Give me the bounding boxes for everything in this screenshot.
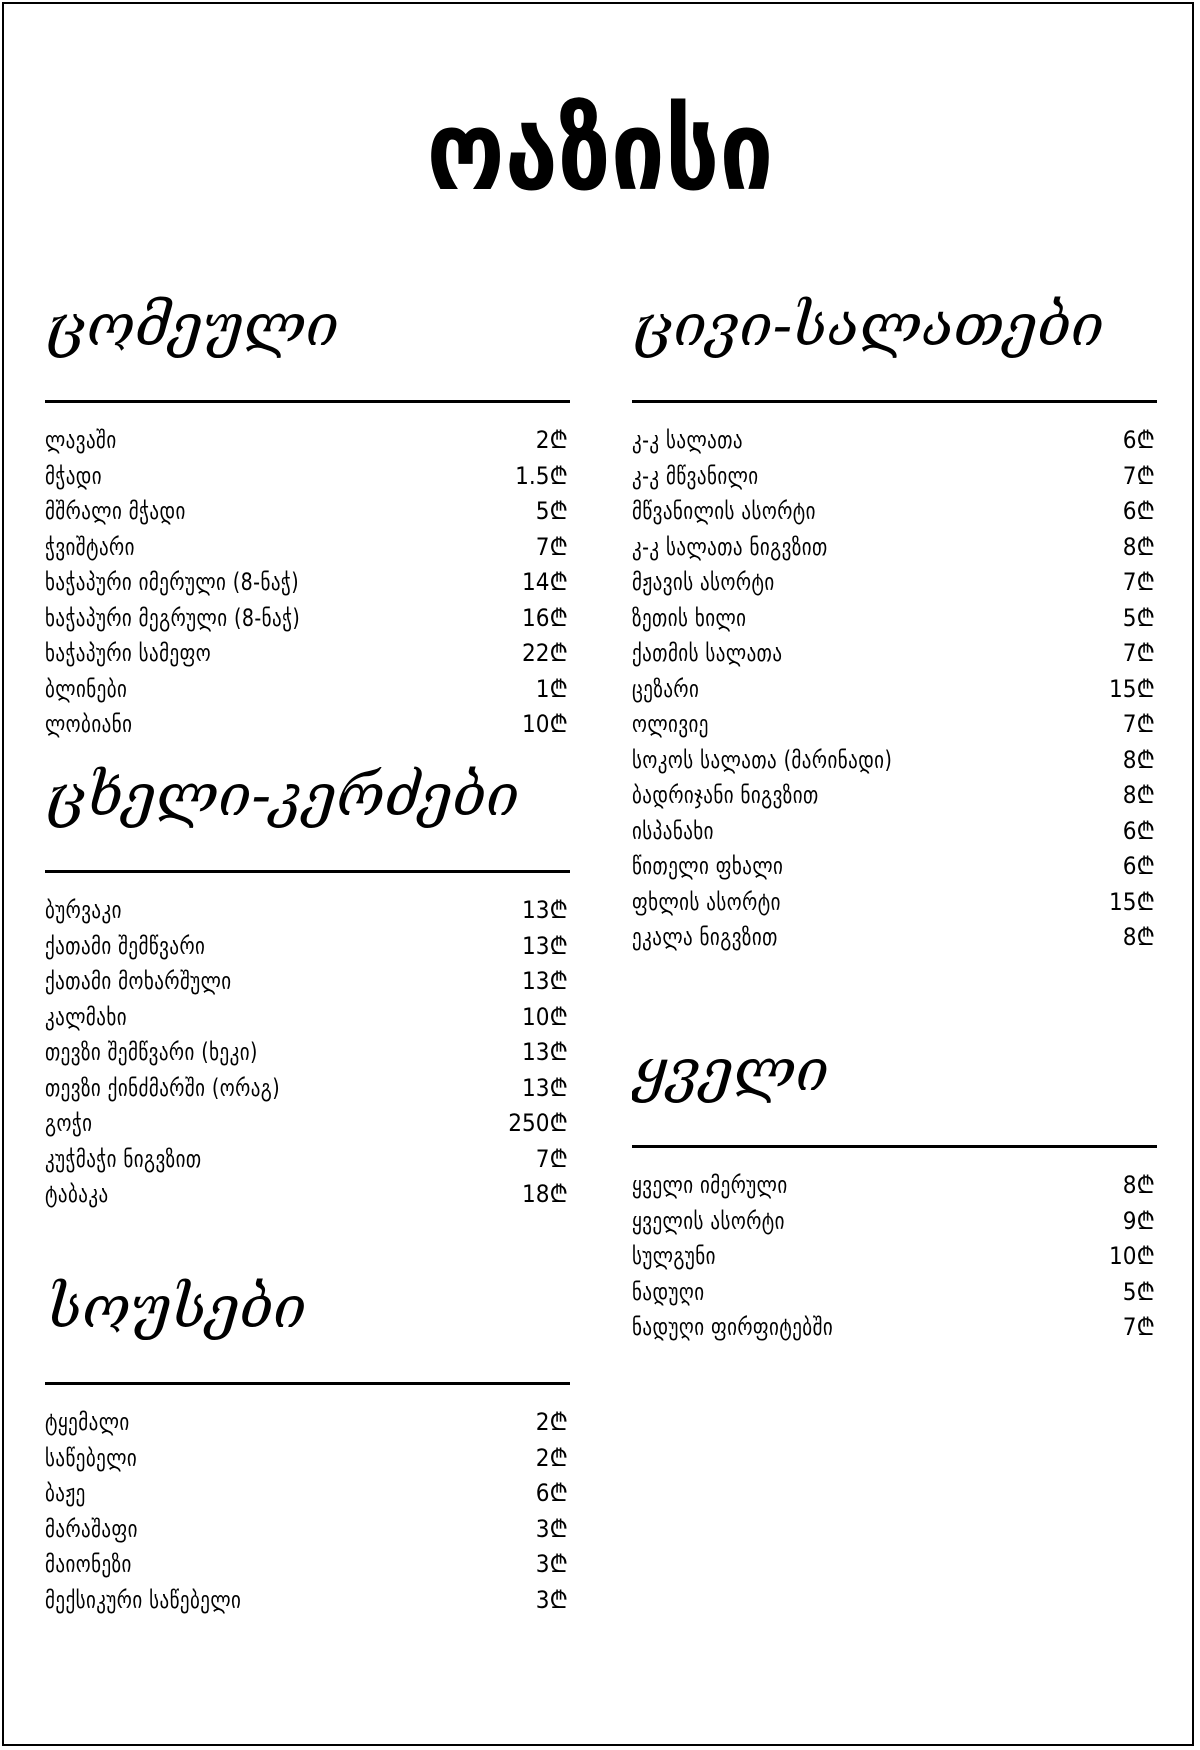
item-price: 15₾ [1109, 887, 1155, 916]
menu-item [632, 601, 1157, 637]
item-name: ხაჭაპური იმერული (8-ნაჭ) [45, 568, 300, 596]
right-column [632, 290, 1157, 1346]
menu-item [632, 1239, 1157, 1275]
item-name: ბადრიჯანი ნიგვზით [632, 781, 819, 809]
item-name: ჭვიშტარი [45, 532, 135, 561]
item-name: მწვანილის ასორტი [632, 497, 816, 525]
item-price: 6₾ [1122, 816, 1155, 845]
menu-item [45, 929, 570, 965]
section-heading: ცივი-სალათები [634, 291, 1105, 359]
item-price: 8₾ [1122, 1171, 1155, 1199]
item-price: 8₾ [1122, 745, 1155, 774]
item-name: ნადუღი [632, 1277, 705, 1306]
item-name: მექსიკური საწებელი [45, 1585, 242, 1614]
item-price: 7₾ [1122, 1313, 1155, 1341]
section-divider [632, 1145, 1157, 1148]
menu-item [632, 672, 1157, 708]
item-price: 3₾ [535, 1585, 568, 1614]
menu-item [632, 920, 1157, 956]
item-name: ოლივიე [632, 710, 709, 738]
menu-item [45, 636, 570, 672]
item-name: სულგუნი [632, 1242, 716, 1270]
item-name: ნადუღი ფირფიტებში [632, 1313, 834, 1341]
menu-item [45, 1476, 570, 1512]
item-price: 14₾ [522, 568, 568, 596]
item-name: ქათამი შემწვარი [45, 931, 206, 960]
item-price: 13₾ [522, 967, 568, 995]
item-list [45, 893, 570, 1213]
item-name: თევზი ქინძმარში (ორაგ) [45, 1073, 281, 1102]
menu-item [632, 1168, 1157, 1204]
item-price: 5₾ [1122, 1277, 1155, 1306]
menu-item [45, 672, 570, 708]
section-cheese [632, 1035, 1157, 1346]
menu-item [632, 494, 1157, 530]
item-price: 9₾ [1122, 1206, 1155, 1235]
item-name: ყველი იმერული [632, 1171, 788, 1199]
menu-item [632, 814, 1157, 850]
item-name: მშრალი მჭადი [45, 497, 186, 525]
item-name: ყველის ასორტი [632, 1206, 785, 1235]
item-list [632, 1168, 1157, 1346]
menu-item [632, 778, 1157, 814]
menu-item [632, 1275, 1157, 1311]
item-price: 250₾ [508, 1109, 568, 1137]
item-price: 13₾ [522, 1038, 568, 1066]
item-name: ბლინები [45, 674, 128, 703]
section-heading: სოუსები [47, 1273, 307, 1341]
item-price: 7₾ [1122, 710, 1155, 738]
section-heading: ცომეული [47, 291, 339, 359]
menu-item [45, 1000, 570, 1036]
item-price: 10₾ [1109, 1242, 1155, 1270]
item-price: 7₾ [1122, 461, 1155, 490]
item-name: კ-კ მწვანილი [632, 461, 759, 490]
menu-item [632, 459, 1157, 495]
item-name: ლობიანი [45, 710, 133, 738]
item-price: 16₾ [522, 603, 568, 632]
left-column [45, 290, 570, 1618]
item-price: 8₾ [1122, 781, 1155, 809]
menu-item [45, 1547, 570, 1583]
item-price: 5₾ [535, 497, 568, 525]
item-price: 7₾ [535, 1144, 568, 1173]
item-name: მჭადი [45, 461, 103, 490]
item-name: მარაშაფი [45, 1514, 138, 1543]
item-price: 10₾ [522, 1002, 568, 1031]
item-name: ბურვაკი [45, 896, 122, 924]
item-name: ხაჭაპური სამეფო [45, 639, 212, 667]
menu-item [45, 423, 570, 459]
menu-item [45, 1512, 570, 1548]
item-price: 8₾ [1122, 923, 1155, 951]
menu-item [45, 565, 570, 601]
item-price: 7₾ [1122, 639, 1155, 667]
item-price: 1₾ [535, 674, 568, 703]
menu-item [632, 530, 1157, 566]
item-name: ქათმის სალათა [632, 639, 783, 667]
item-name: ხაჭაპური მეგრული (8-ნაჭ) [45, 603, 301, 632]
menu-item [632, 565, 1157, 601]
menu-item [632, 423, 1157, 459]
item-name: ლავაში [45, 426, 117, 454]
section-baked [45, 290, 570, 760]
item-price: 1.5₾ [515, 461, 568, 490]
item-name: მჟავის ასორტი [632, 568, 775, 596]
item-name: თევზი შემწვარი (ხეკი) [45, 1038, 258, 1066]
menu-item [632, 707, 1157, 743]
section-hot-dishes [45, 760, 570, 1272]
item-name: წითელი ფხალი [632, 852, 784, 880]
menu-item [45, 1035, 570, 1071]
item-price: 22₾ [522, 639, 568, 667]
menu-item [632, 885, 1157, 921]
item-name: საწებელი [45, 1443, 138, 1472]
item-price: 7₾ [1122, 568, 1155, 596]
item-price: 6₾ [1122, 852, 1155, 880]
item-price: 6₾ [1122, 426, 1155, 454]
section-heading: ცხელი-კერძები [47, 761, 520, 829]
section-sauces [45, 1272, 570, 1618]
menu-item [45, 1441, 570, 1477]
item-name: ისპანახი [632, 816, 714, 845]
item-price: 3₾ [535, 1550, 568, 1578]
menu-item [45, 893, 570, 929]
menu-item [45, 964, 570, 1000]
section-heading: ყველი [634, 1036, 829, 1104]
menu-item [45, 1177, 570, 1213]
item-price: 8₾ [1122, 532, 1155, 561]
item-name: ცეზარი [632, 674, 700, 703]
item-price: 5₾ [1122, 603, 1155, 632]
item-name: ზეთის ხილი [632, 603, 747, 632]
item-name: კ-კ სალათა ნიგვზით [632, 532, 828, 561]
menu-item [632, 743, 1157, 779]
menu-item [45, 1583, 570, 1619]
menu-item [45, 601, 570, 637]
section-cold-salads [632, 290, 1157, 1035]
item-name: მაიონეზი [45, 1550, 132, 1578]
item-name: ფხლის ასორტი [632, 887, 781, 916]
item-price: 6₾ [535, 1479, 568, 1507]
menu-item [632, 1204, 1157, 1240]
item-price: 3₾ [535, 1514, 568, 1543]
item-price: 18₾ [522, 1180, 568, 1208]
menu-item [45, 530, 570, 566]
menu-item [45, 1071, 570, 1107]
item-list [45, 423, 570, 743]
item-price: 2₾ [535, 1408, 568, 1436]
item-name: ბაჟე [45, 1479, 86, 1507]
section-divider [632, 400, 1157, 403]
menu-item [45, 1106, 570, 1142]
item-price: 10₾ [522, 710, 568, 738]
menu-item [45, 1142, 570, 1178]
menu-item [45, 459, 570, 495]
menu-item [632, 636, 1157, 672]
item-price: 2₾ [535, 1443, 568, 1472]
item-name: ტყემალი [45, 1408, 130, 1436]
item-name: კუჭმაჭი ნიგვზით [45, 1144, 202, 1173]
menu-item [632, 849, 1157, 885]
item-price: 7₾ [535, 532, 568, 561]
item-name: სოკოს სალათა (მარინადი) [632, 745, 893, 774]
item-list [632, 423, 1157, 956]
section-divider [45, 870, 570, 873]
item-price: 13₾ [522, 931, 568, 960]
item-name: ეკალა ნიგვზით [632, 923, 778, 951]
menu-item [45, 1405, 570, 1441]
item-name: ტაბაკა [45, 1180, 109, 1208]
item-price: 13₾ [522, 1073, 568, 1102]
item-name: ქათამი მოხარშული [45, 967, 232, 995]
section-divider [45, 1382, 570, 1385]
menu-item [632, 1310, 1157, 1346]
restaurant-title: ოაზისი [426, 86, 774, 216]
item-list [45, 1405, 570, 1618]
menu-item [45, 707, 570, 743]
item-name: კ-კ სალათა [632, 426, 744, 454]
menu-item [45, 494, 570, 530]
item-price: 2₾ [535, 426, 568, 454]
item-price: 13₾ [522, 896, 568, 924]
item-name: კალმახი [45, 1002, 128, 1031]
item-name: გოჭი [45, 1109, 93, 1137]
item-price: 15₾ [1109, 674, 1155, 703]
section-divider [45, 400, 570, 403]
item-price: 6₾ [1122, 497, 1155, 525]
